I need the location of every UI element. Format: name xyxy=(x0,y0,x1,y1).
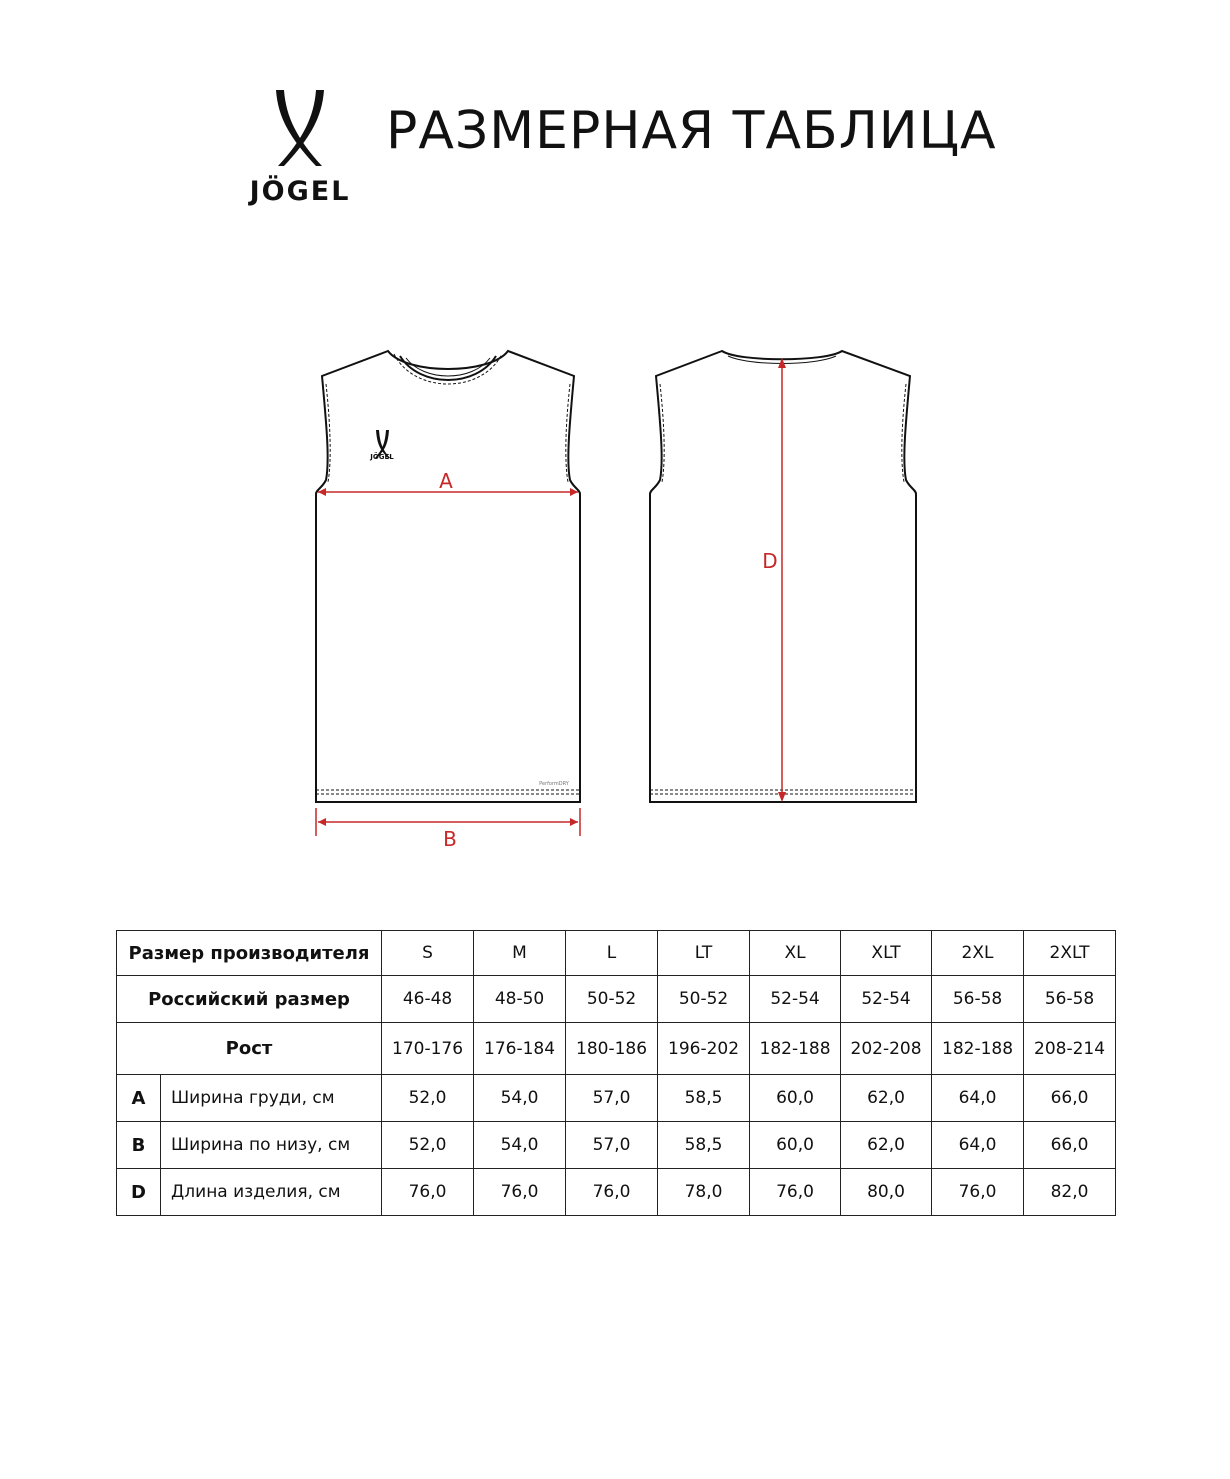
marker-d: D xyxy=(762,549,778,573)
table-cell: 82,0 xyxy=(1024,1169,1116,1216)
front-view xyxy=(316,351,580,802)
table-cell: 56-58 xyxy=(1024,976,1116,1023)
row-label: Ширина груди, см xyxy=(161,1075,382,1122)
marker-b: B xyxy=(443,827,457,851)
row-height xyxy=(117,1023,1116,1075)
table-cell: 52-54 xyxy=(750,976,841,1023)
table-cell: 2XLT xyxy=(1024,931,1116,976)
table-cell: 46-48 xyxy=(382,976,474,1023)
size-table xyxy=(116,930,1116,1216)
measure-code: D xyxy=(117,1169,161,1216)
row-label: Длина изделия, см xyxy=(161,1169,382,1216)
table-cell: 76,0 xyxy=(566,1169,658,1216)
table-cell: 76,0 xyxy=(474,1169,566,1216)
table-cell: 60,0 xyxy=(750,1075,841,1122)
back-outline xyxy=(650,351,916,802)
front-outline xyxy=(316,351,580,802)
table-cell: 196-202 xyxy=(658,1023,750,1075)
table-cell: 60,0 xyxy=(750,1122,841,1169)
table-cell: XLT xyxy=(841,931,932,976)
table-cell: 176-184 xyxy=(474,1023,566,1075)
measure-code: A xyxy=(117,1075,161,1122)
table-cell: 64,0 xyxy=(932,1075,1024,1122)
table-cell: 52,0 xyxy=(382,1075,474,1122)
table-cell: 208-214 xyxy=(1024,1023,1116,1075)
garment-logo-text: JÖGEL xyxy=(370,453,394,461)
table-cell: 66,0 xyxy=(1024,1122,1116,1169)
table-cell: 2XL xyxy=(932,931,1024,976)
table-cell: 52-54 xyxy=(841,976,932,1023)
table-cell: 62,0 xyxy=(841,1075,932,1122)
table-cell: M xyxy=(474,931,566,976)
page-title: РАЗМЕРНАЯ ТАБЛИЦА xyxy=(386,101,997,161)
row-label: Ширина по низу, см xyxy=(161,1122,382,1169)
table-cell: 76,0 xyxy=(932,1169,1024,1216)
table-cell: L xyxy=(566,931,658,976)
row-label: Размер производителя xyxy=(117,931,382,976)
row-bottom-width xyxy=(117,1122,1116,1169)
back-view xyxy=(650,351,916,802)
table-cell: 202-208 xyxy=(841,1023,932,1075)
table-cell: 78,0 xyxy=(658,1169,750,1216)
table-cell: 76,0 xyxy=(750,1169,841,1216)
row-label: Рост xyxy=(117,1023,382,1075)
table-cell: 54,0 xyxy=(474,1122,566,1169)
table-cell: 52,0 xyxy=(382,1122,474,1169)
table-cell: LT xyxy=(658,931,750,976)
brand-wordmark: JÖGEL xyxy=(249,176,351,207)
row-garment-length xyxy=(117,1169,1116,1216)
table-cell: 66,0 xyxy=(1024,1075,1116,1122)
measure-d xyxy=(778,358,786,802)
row-chest-width xyxy=(117,1075,1116,1122)
tech-label: PerformDRY xyxy=(539,781,569,787)
table-cell: 56-58 xyxy=(932,976,1024,1023)
table-cell: 180-186 xyxy=(566,1023,658,1075)
table-cell: 54,0 xyxy=(474,1075,566,1122)
row-label: Российский размер xyxy=(117,976,382,1023)
table-cell: 80,0 xyxy=(841,1169,932,1216)
row-manufacturer-size xyxy=(117,931,1116,976)
table-cell: 62,0 xyxy=(841,1122,932,1169)
table-cell: 50-52 xyxy=(658,976,750,1023)
table-cell: 182-188 xyxy=(750,1023,841,1075)
table-cell: 58,5 xyxy=(658,1075,750,1122)
table-cell: 57,0 xyxy=(566,1075,658,1122)
table-cell: 50-52 xyxy=(566,976,658,1023)
marker-a: A xyxy=(439,469,453,493)
table-cell: 64,0 xyxy=(932,1122,1024,1169)
table-cell: 57,0 xyxy=(566,1122,658,1169)
table-cell: S xyxy=(382,931,474,976)
table-cell: 76,0 xyxy=(382,1169,474,1216)
table-cell: 170-176 xyxy=(382,1023,474,1075)
row-russian-size xyxy=(117,976,1116,1023)
table-cell: 58,5 xyxy=(658,1122,750,1169)
measure-code: B xyxy=(117,1122,161,1169)
table-cell: XL xyxy=(750,931,841,976)
table-cell: 48-50 xyxy=(474,976,566,1023)
table-cell: 182-188 xyxy=(932,1023,1024,1075)
